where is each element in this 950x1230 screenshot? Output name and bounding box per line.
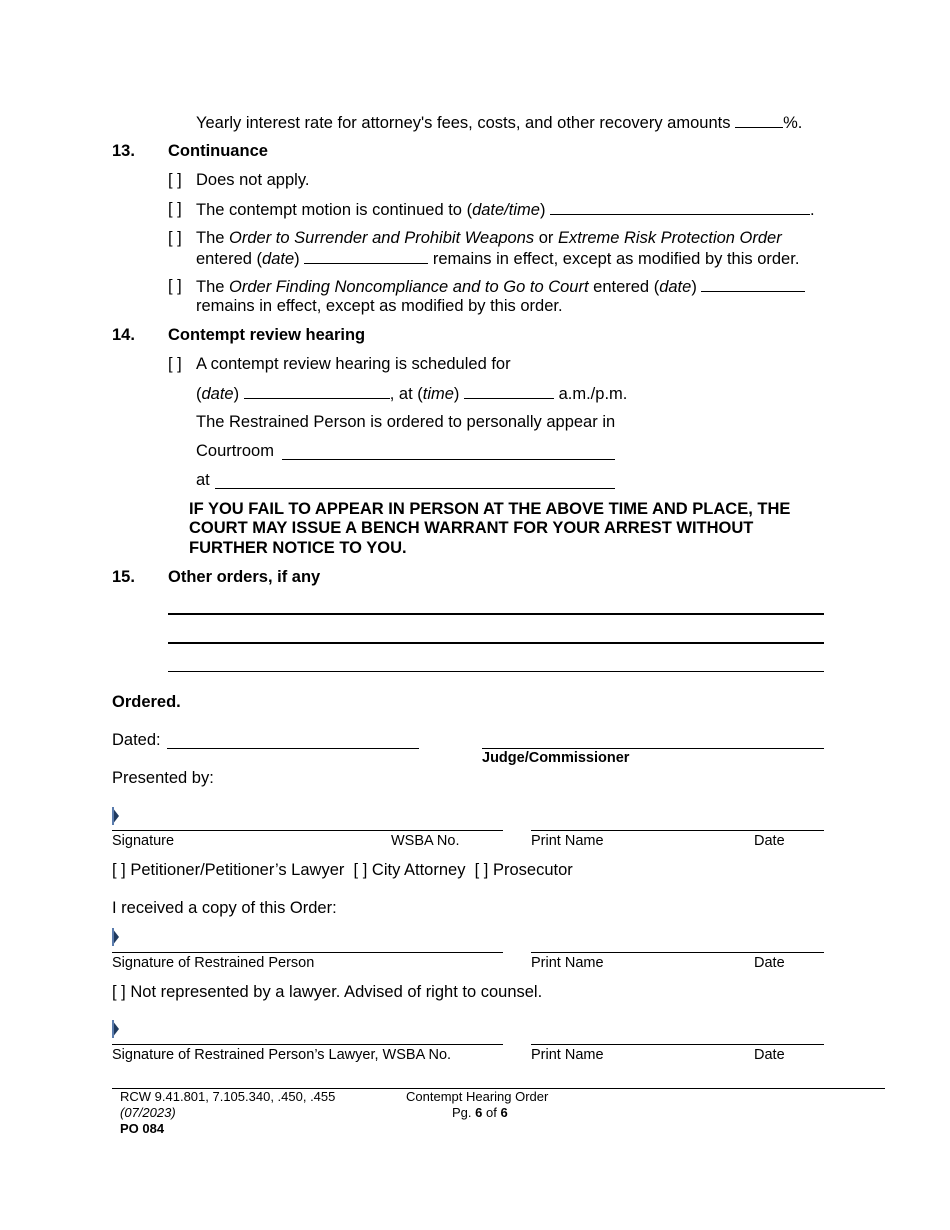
sign-here-arrow-icon [112,1020,119,1038]
checkbox[interactable]: [ ] [168,200,182,218]
noncompliance-order-label: The Order Finding Noncompliance and to Go to Court entered (date) [196,277,805,297]
review-hearing-option[interactable] [168,355,182,374]
section-14-title: Contempt review hearing [168,326,366,344]
checkbox[interactable]: [ ] [168,277,182,295]
restrained-print-name-line[interactable] [531,952,824,953]
hearing-date-field[interactable] [244,384,390,399]
weapons-order-option[interactable] [168,229,182,248]
not-represented-checkbox[interactable]: [ ] [112,983,126,1001]
noncompliance-date-field[interactable] [701,277,805,292]
noncompliance-order-label-line2: remains in effect, except as modified by this order. [196,297,563,315]
warning-line-1: IF YOU FAIL TO APPEAR IN PERSON AT THE ABOVE TIME AND PLACE, THE [189,500,791,518]
print-name-caption: Print Name [531,1047,604,1063]
dated-label: Dated: [112,731,161,749]
section-14-number: 14. [112,326,135,344]
wsba-caption: WSBA No. [391,833,460,849]
lawyer-print-name-line[interactable] [531,1044,824,1045]
checkbox[interactable]: [ ] [168,171,182,189]
presenter-roles [112,861,573,880]
prosecutor-label: Prosecutor [492,861,573,879]
footer-title: Contempt Hearing Order [406,1089,549,1104]
lawyer-signature-caption: Signature of Restrained Person’s Lawyer, WSBA No. [112,1047,452,1063]
petitioner-label: Petitioner/Petitioner’s Lawyer [130,861,345,879]
warning-line-3: FURTHER NOTICE TO YOU. [189,539,407,557]
date-caption: Date [754,1047,785,1063]
received-copy-label: I received a copy of this Order: [112,899,337,917]
footer-form-number: PO 084 [120,1121,165,1136]
warning-line-2: COURT MAY ISSUE A BENCH WARRANT FOR YOUR ARREST WITHOUT [189,519,754,537]
location-label: at [196,471,210,489]
restrained-signature-line[interactable] [112,952,503,953]
prosecutor-checkbox[interactable]: [ ] [474,861,489,879]
footer-page-number: Pg. 6 of 6 [452,1105,508,1120]
footer-revision: (07/2023) [120,1105,176,1120]
noncompliance-order-option[interactable] [168,277,182,296]
section-15-title: Other orders, if any [168,568,321,586]
judge-label: Judge/Commissioner [482,750,630,766]
continued-option[interactable] [168,200,182,219]
lawyer-signature-line[interactable] [112,1044,503,1045]
petitioner-checkbox[interactable]: [ ] [112,861,126,879]
footer-rcw: RCW 9.41.801, 7.105.340, .450, .455 [120,1089,336,1104]
sign-here-arrow-icon [112,928,119,946]
ordered-heading: Ordered. [112,693,181,711]
print-name-caption: Print Name [531,955,604,971]
other-orders-line-1[interactable] [168,613,824,615]
appear-instruction: The Restrained Person is ordered to personally appear in [196,413,616,431]
sign-here-arrow-icon [112,807,119,825]
location-field[interactable] [215,488,615,489]
review-hearing-label: A contempt review hearing is scheduled for [196,355,511,373]
not-represented-line [112,983,542,1002]
continued-date-time-field[interactable] [550,200,810,215]
date-caption: Date [754,833,785,849]
interest-rate-field[interactable] [735,113,783,128]
checkbox[interactable]: [ ] [168,355,182,373]
presented-by-label: Presented by: [112,769,214,787]
hearing-date-time-line: (date) , at (time) a.m./p.m. [196,385,628,403]
presenter-print-name-line[interactable] [531,830,824,831]
city-attorney-label: City Attorney [371,861,466,879]
courtroom-label: Courtroom [196,442,274,460]
weapons-order-label: The Order to Surrender and Prohibit Weapons or Extreme Risk Protection Order [196,229,782,247]
presenter-signature-line[interactable] [112,830,503,831]
interest-rate-line: Yearly interest rate for attorney's fees, costs, and other recovery amounts %. [196,114,803,132]
city-attorney-checkbox[interactable]: [ ] [353,861,368,879]
continuance-does-not-apply-label: Does not apply. [196,171,310,189]
restrained-signature-caption: Signature of Restrained Person [112,955,315,971]
section-13-number: 13. [112,142,135,160]
other-orders-line-3[interactable] [168,671,824,672]
not-represented-label: Not represented by a lawyer. Advised of right to counsel. [130,983,543,1001]
continued-label: The contempt motion is continued to (date/time) . [196,201,815,219]
checkbox[interactable]: [ ] [168,229,182,247]
date-caption: Date [754,955,785,971]
judge-signature-line[interactable] [482,748,824,749]
section-13-title: Continuance [168,142,268,160]
courtroom-field[interactable] [282,459,615,460]
weapons-order-label-line2: entered (date) remains in effect, except as modified by this order. [196,250,800,268]
hearing-time-field[interactable] [464,384,554,399]
dated-field[interactable] [167,748,419,749]
other-orders-line-2[interactable] [168,642,824,644]
signature-caption: Signature [112,833,175,849]
weapons-order-date-field[interactable] [304,249,428,264]
print-name-caption: Print Name [531,833,604,849]
section-15-number: 15. [112,568,135,586]
continuance-does-not-apply-option[interactable] [168,171,182,190]
